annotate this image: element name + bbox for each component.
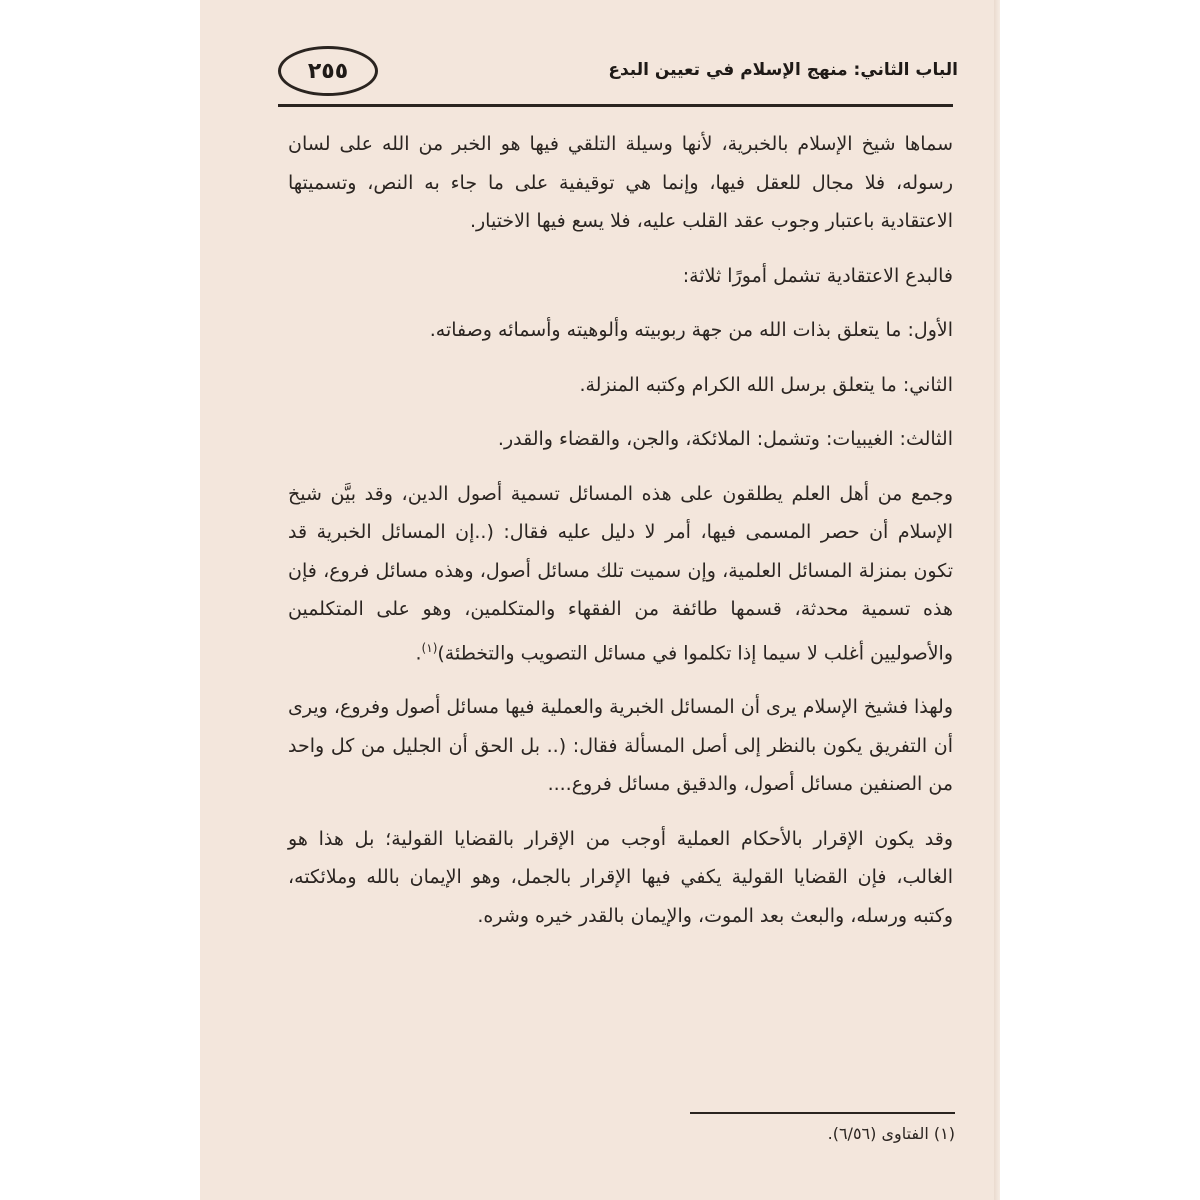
page-body — [288, 125, 953, 951]
running-title: الباب الثاني: منهج الإسلام في تعيين البدع — [608, 60, 958, 80]
paragraph: سماها شيخ الإسلام بالخبرية، لأنها وسيلة التلقي فيها هو الخبر من الله على لسان رسوله، فلا مجال للعقل فيها، وإنما هي توقيفية على ما جاء به النص، وتسميتها الاعتقادية باعتبار وجوب عقد القلب عليه، فلا يسع فيها الاختيار. — [288, 133, 953, 232]
paragraph: الثالث: الغيبيات: وتشمل: الملائكة، والجن، والقضاء والقدر. — [497, 428, 953, 450]
paragraph: فالبدع الاعتقادية تشمل أمورًا ثلاثة: — [682, 264, 953, 287]
book-page — [200, 0, 1000, 1200]
footnote-divider — [690, 1112, 955, 1114]
header-divider — [278, 104, 953, 107]
paragraph-end: . — [415, 641, 422, 664]
paragraph-text: وجمع من أهل العلم يطلقون على هذه المسائل تسمية أصول الدين، وقد بيَّن شيخ الإسلام أن حصر المسمى فيها، أمر لا دليل عليه فقال: (..إن المسائل الخبرية قد تكون بمنزلة المسائل العلمية، وإن سميت تلك مسائل أصول، وهذه مسائل فروع، فإن هذه تسمية محدثة، قسمها طائفة من الفقهاء والمتكلمين، وهو على المتكلمين والأصوليين أغلب لا سيما إذا تكلموا في مسائل التصويب والتخطئة) — [288, 482, 953, 664]
paragraph: الثاني: ما يتعلق برسل الله الكرام وكتبه المنزلة. — [579, 373, 953, 396]
footnote-marker: (١) — [421, 640, 438, 655]
paragraph: ولهذا فشيخ الإسلام يرى أن المسائل الخبرية والعملية فيها مسائل أصول وفروع، ويرى أن التفريق يكون بالنظر إلى أصل المسألة فقال: (.. بل الحق أن الجليل من كل واحد من الصنفين مسائل أصول، والدقيق مسائل فروع.... — [288, 696, 953, 796]
footnote: (١) الفتاوى (٦/٥٦). — [827, 1124, 955, 1143]
page-header — [278, 40, 958, 110]
paragraph: الأول: ما يتعلق بذات الله من جهة ربوبيته وألوهيته وأسمائه وصفاته. — [429, 319, 953, 341]
page-number: ٢٥٥ — [278, 46, 378, 96]
page-edge — [994, 0, 1000, 1200]
paragraph-with-footnote — [288, 475, 953, 673]
paragraph: وقد يكون الإقرار بالأحكام العملية أوجب من الإقرار بالقضايا القولية؛ بل هذا هو الغالب، فإن القضايا القولية يكفي فيها الإقرار بالجمل، وهو الإيمان بالله وملائكته، وكتبه ورسله، والبعث بعد الموت، والإيمان بالقدر خيره وشره. — [288, 827, 953, 927]
